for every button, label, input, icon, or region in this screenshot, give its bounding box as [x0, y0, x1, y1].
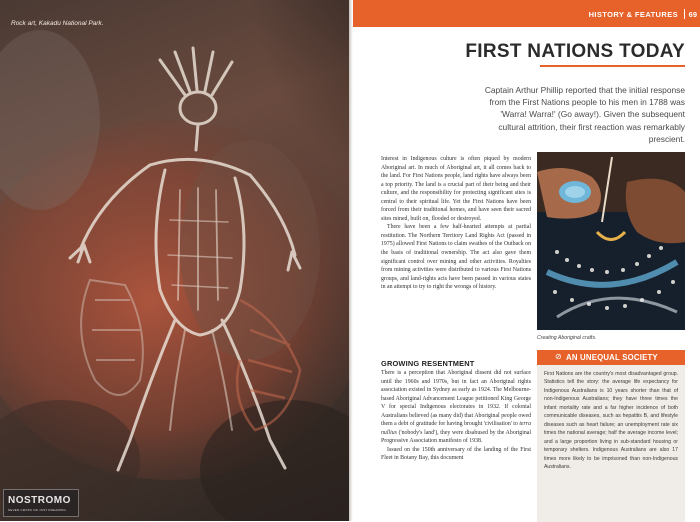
running-header — [353, 0, 700, 27]
header-divider — [684, 9, 685, 19]
intro-paragraph: Captain Arthur Phillip reported that the initial response from the First Nations people to his men in 1788 was 'Warra! Warra!' (Go away!). Given the subsequent cultural attrition, their first reaction was remarkably prescient. — [484, 85, 685, 144]
page-title: FIRST NATIONS TODAY — [465, 41, 685, 62]
sidebar-box — [537, 350, 685, 522]
crafts-illustration — [537, 152, 685, 330]
body-column-bottom — [381, 369, 531, 463]
sidebar-title: AN UNEQUAL SOCIETY — [566, 353, 658, 362]
subheading: GROWING RESENTMENT — [381, 359, 475, 368]
watermark-title: NOSTROMO — [8, 495, 71, 506]
crafts-photo — [537, 152, 685, 330]
body-paragraph: There have been a few half-hearted attempts at partial restitution. The Northern Territory Land Rights Act (passed in 1975) allowed First Nations to claim swathes of the Outback on the basis of traditional ownership. The act also gave them significant control over mining and other activities. Royalties from mining activities were distributed to various First Nations groups, and land-rights acts have been passed in various states in an attempt to try to right the wrongs of history. — [381, 224, 531, 291]
body-paragraph: Interest in Indigenous culture is often piqued by modern Aboriginal art. In much of Aboriginal art, it all comes back to the land. For First Nations people, land rights have always been a top priority. The land is a crucial part of their being and their culture, and the responsibility for protecting significant sites is central to their spiritual life. Yet the First Nations have been forced from their traditional homes, and have seen their sacred sites mined, built on, flooded or destroyed. — [381, 156, 531, 222]
sidebar-header — [537, 350, 685, 365]
section-name: HISTORY & FEATURES — [588, 10, 678, 19]
title-rule — [540, 65, 685, 67]
photo-caption: Rock art, Kakadu National Park. — [11, 20, 104, 27]
page-number: 69 — [688, 10, 697, 19]
rock-art-photo — [0, 0, 349, 521]
body-paragraph: There is a perception that Aboriginal dissent did not surface until the 1960s and 1970s, but in fact an Aboriginal rights association existed in Sydney as early as 1924. The Melbourne-based Aboriginal Advancement League petitioned King George V for special Indigenous electorates in 1932. If colonial Australians believed (as many did) that Aboriginal people owed them a debt of gratitude for having brought 'civilisation' to terra nullius ('nobody's land'), they were disabused by the Aboriginal Progressive Association manifesto of 1938. — [381, 370, 531, 445]
latin-term: terra nullius — [381, 421, 531, 436]
watermark-subtitle: NEVER CROSS OR JUST DREAMING — [8, 508, 67, 512]
sidebar-text: First Nations are the country's most disadvantaged group. Statistics tell the story: the average life expectancy for Indigenous Australians is 10 years shorter than that of non-Indigenous Australians; they have three times the infant mortality rate and a far higher incidence of both communicable diseases, such as hepatitis B, and lifestyle diseases such as heart failure; an unemployment rate six times the national average; half the average income level; and a large proportion living in sub-standard housing or temporary shelters. Indigenous Australians are also 17 times more likely to be imprisoned than non-Indigenous Australians. — [544, 371, 678, 470]
rock-art-illustration — [0, 0, 349, 521]
body-column-top — [381, 155, 531, 292]
right-page — [353, 0, 700, 521]
body-paragraph: Issued on the 150th anniversary of the landing of the First Fleet in Botany Bay, this document — [381, 446, 531, 462]
publisher-watermark — [3, 489, 79, 517]
information-icon: ⊘ — [555, 352, 562, 361]
photo-caption: Creating Aboriginal crafts. — [537, 335, 597, 341]
